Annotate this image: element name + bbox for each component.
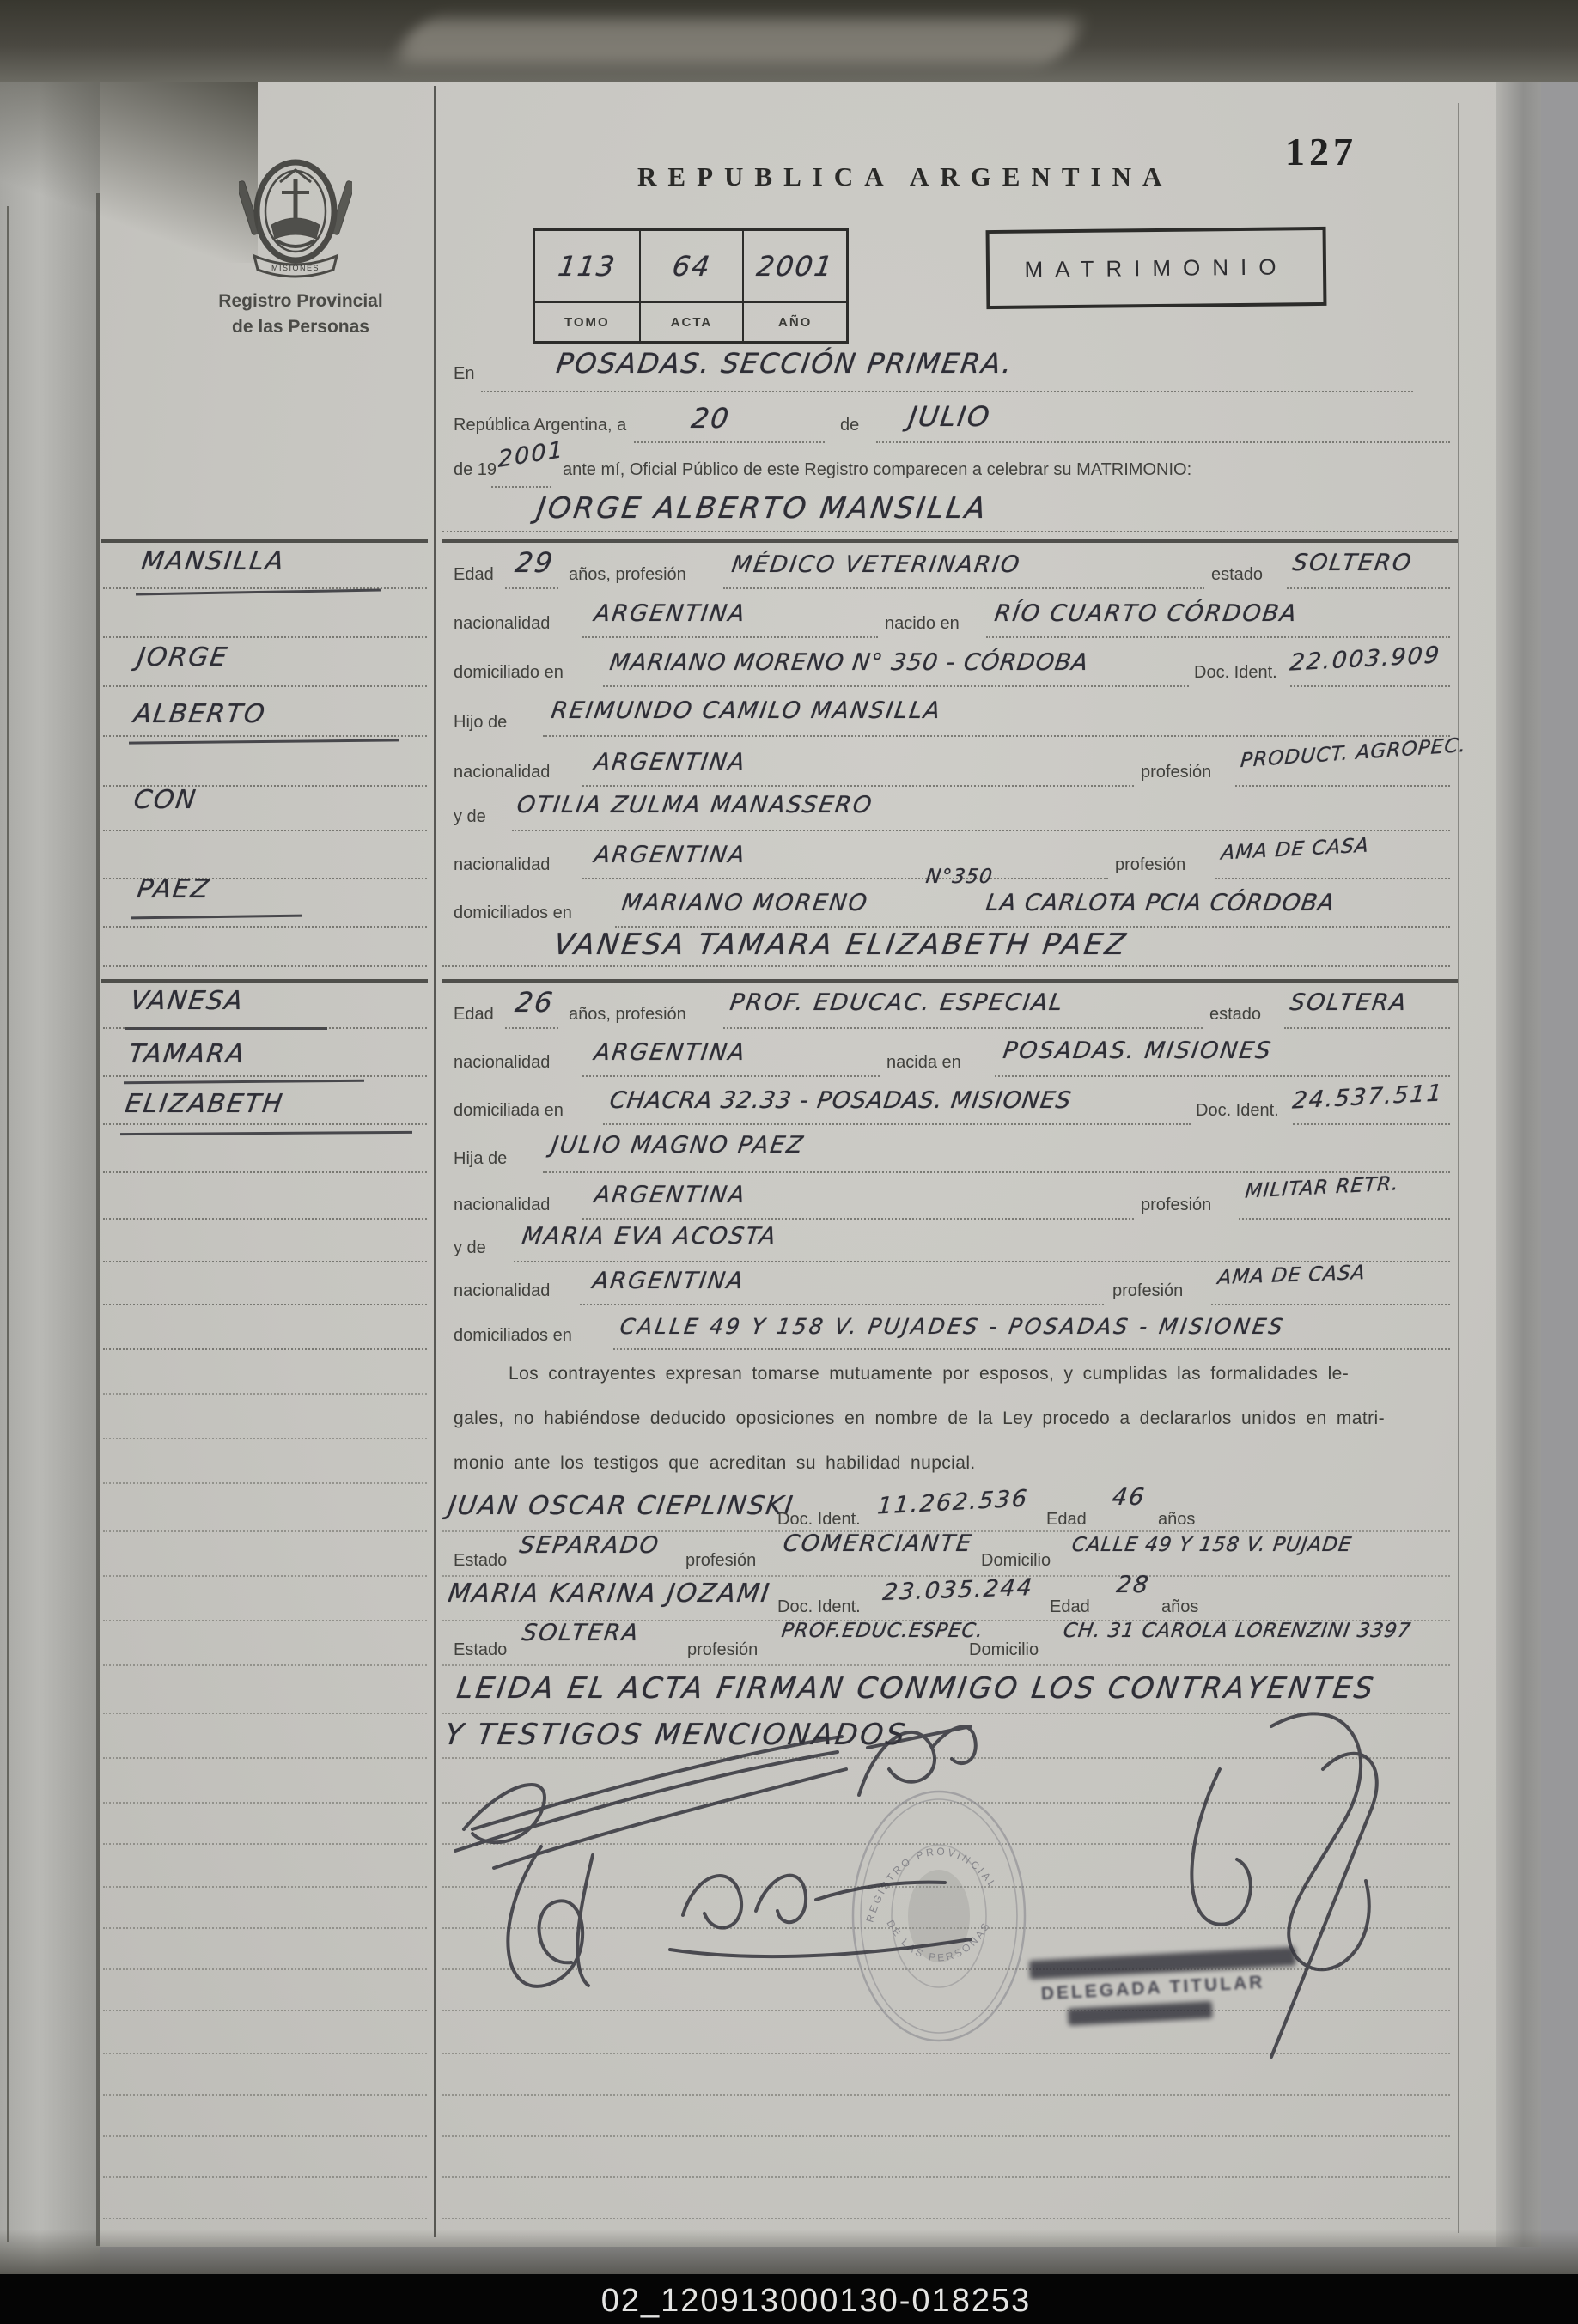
svg-text:MISIONES: MISIONES bbox=[271, 264, 320, 272]
bride-father-profession: MILITAR RETR. bbox=[1244, 1172, 1400, 1203]
seal-ring-text-bottom: DE LAS PERSONAS bbox=[884, 1918, 993, 1964]
scan-id: 02_120913000130-018253 bbox=[600, 2283, 1032, 2319]
profesion-label: profesión bbox=[1141, 1195, 1212, 1214]
section-rule bbox=[442, 539, 1458, 543]
act-type-box bbox=[986, 227, 1327, 309]
margin-name-groom-first: JORGE bbox=[135, 642, 230, 672]
witness2-civil-status: SOLTERA bbox=[520, 1620, 642, 1646]
y-de-label: y de bbox=[454, 1238, 486, 1257]
bride-doc-id: 24.537.511 bbox=[1291, 1080, 1445, 1115]
signatures-overlay bbox=[412, 1666, 1512, 2130]
clause-line2: gales, no habiéndose deducido oposiciones en nombre de la Ley procedo a declararlos unidos en matri- bbox=[454, 1408, 1385, 1428]
edad-label: Edad bbox=[454, 565, 494, 584]
nacionalidad-label: nacionalidad bbox=[454, 1053, 551, 1072]
nacido-en-label: nacido en bbox=[885, 614, 960, 633]
seal-ring-text-top: REGISTRO PROVINCIAL bbox=[863, 1845, 1000, 1924]
profesion-label: profesión bbox=[687, 1640, 759, 1659]
ruled-line bbox=[876, 441, 1450, 443]
bride-father-nationality: ARGENTINA bbox=[592, 1182, 748, 1208]
book-left-page-stack bbox=[0, 82, 100, 2281]
page-crease-line bbox=[96, 193, 100, 2246]
day-value: 20 bbox=[689, 402, 733, 435]
registry-name bbox=[180, 289, 421, 340]
tomo-value-cell: 113 bbox=[556, 250, 618, 283]
margin-name-groom-middle: ALBERTO bbox=[131, 699, 269, 729]
margin-name-bride-first: VANESA bbox=[128, 986, 247, 1016]
edad-label: Edad bbox=[454, 1005, 494, 1024]
nacionalidad-label: nacionalidad bbox=[454, 763, 551, 782]
witness1-address: CALLE 49 Y 158 V. PUJADE bbox=[1070, 1534, 1354, 1556]
witness1-doc-id: 11.262.536 bbox=[876, 1485, 1030, 1520]
provincial-emblem-icon bbox=[239, 156, 352, 285]
margin-name-surname-bride: PAEZ bbox=[135, 874, 213, 904]
doc-ident-label: Doc. Ident. bbox=[777, 1597, 861, 1616]
domicilio-label: Domicilio bbox=[981, 1551, 1051, 1570]
estado-label: estado bbox=[1209, 1005, 1262, 1024]
bride-birthplace: POSADAS. MISIONES bbox=[1001, 1037, 1274, 1064]
acta-label: ACTA bbox=[639, 301, 743, 341]
page-crease-line bbox=[7, 206, 9, 2242]
nacionalidad-label: nacionalidad bbox=[454, 1281, 551, 1300]
bride-mother-nationality: ARGENTINA bbox=[590, 1268, 746, 1294]
field-label-en: En bbox=[454, 364, 475, 383]
witness2-age: 28 bbox=[1114, 1572, 1152, 1598]
registry-name-line1: Registro Provincial bbox=[218, 291, 383, 311]
hijo-de-label: Hijo de bbox=[454, 713, 508, 732]
closing-line1: LEIDA EL ACTA FIRMAN CONMIGO LOS CONTRAYENTES bbox=[454, 1671, 1378, 1706]
ano-value-cell: 2001 bbox=[742, 231, 846, 301]
parents-address-number: N°350 bbox=[924, 866, 995, 888]
month-value: JULIO bbox=[906, 400, 993, 433]
act-number-table bbox=[533, 228, 849, 344]
groom-mother-name: OTILIA ZULMA MANASSERO bbox=[515, 792, 875, 818]
anos-label: años bbox=[1158, 1510, 1196, 1529]
witness2-name: MARIA KARINA JOZAMI bbox=[446, 1579, 773, 1609]
acta-value-cell: 64 bbox=[639, 231, 743, 301]
field-label-de: de bbox=[840, 416, 860, 435]
signature-top-center bbox=[859, 1726, 976, 1795]
tomo-label: TOMO bbox=[535, 301, 639, 341]
witness2-doc-id: 23.035.244 bbox=[880, 1573, 1035, 1607]
nacionalidad-label: nacionalidad bbox=[454, 855, 551, 874]
ruled-line bbox=[481, 391, 1413, 392]
bride-parents-address: CALLE 49 Y 158 V. PUJADES - POSADAS - MISIONES bbox=[618, 1314, 1287, 1339]
groom-mother-profession: AMA DE CASA bbox=[1220, 834, 1370, 865]
signature-center bbox=[670, 1876, 971, 1956]
witness1-profession: COMERCIANTE bbox=[781, 1530, 975, 1557]
groom-age: 29 bbox=[513, 546, 557, 579]
field-label-ante-mi: ante mí, Oficial Público de este Registro comparecen a celebrar su MATRIMONIO: bbox=[563, 460, 1192, 479]
bride-mother-profession: AMA DE CASA bbox=[1216, 1262, 1368, 1289]
signature-top-left bbox=[455, 1737, 846, 1868]
margin-con-label: CON bbox=[131, 785, 199, 815]
bride-civil-status: SOLTERA bbox=[1288, 989, 1410, 1016]
edad-label: Edad bbox=[1046, 1510, 1087, 1529]
bride-address: CHACRA 32.33 - POSADAS. MISIONES bbox=[607, 1087, 1074, 1114]
nacionalidad-label: nacionalidad bbox=[454, 614, 551, 633]
ruled-line bbox=[634, 441, 825, 443]
ruled-line bbox=[491, 486, 551, 488]
page-curl-highlight bbox=[391, 19, 1087, 64]
witness1-age: 46 bbox=[1110, 1484, 1148, 1511]
groom-mother-nationality: ARGENTINA bbox=[592, 842, 748, 868]
groom-father-name: REIMUNDO CAMILO MANSILLA bbox=[549, 697, 944, 724]
clause-line1: Los contrayentes expresan tomarse mutuamente por esposos, y cumplidas las formalidades le- bbox=[509, 1364, 1350, 1384]
groom-doc-id: 22.003.909 bbox=[1289, 642, 1442, 677]
country-title: REPUBLICA ARGENTINA bbox=[637, 161, 1173, 192]
profesion-label: profesión bbox=[1141, 763, 1212, 782]
stamp-title-line: DELEGADA TITULAR bbox=[1040, 1972, 1265, 2005]
y-de-label: y de bbox=[454, 807, 486, 826]
margin-name-surname-groom: MANSILLA bbox=[139, 546, 288, 576]
bride-nationality: ARGENTINA bbox=[592, 1039, 748, 1066]
groom-birthplace: RÍO CUARTO CÓRDOBA bbox=[992, 600, 1300, 627]
field-label-republica: República Argentina, a bbox=[454, 416, 627, 435]
margin-name-bride-middle1: TAMARA bbox=[126, 1039, 248, 1069]
profesion-label: profesión bbox=[1115, 855, 1186, 874]
profesion-label: profesión bbox=[1112, 1281, 1184, 1300]
edad-label: Edad bbox=[1050, 1597, 1090, 1616]
anos-profesion-label: años, profesión bbox=[569, 565, 686, 584]
page-number: 127 bbox=[1285, 130, 1357, 173]
bride-mother-name: MARIA EVA ACOSTA bbox=[520, 1223, 779, 1250]
closing-line2: Y TESTIGOS MENCIONADOS bbox=[442, 1718, 910, 1752]
domicilio-label: Domicilio bbox=[969, 1640, 1039, 1659]
domiciliados-label: domiciliados en bbox=[454, 903, 572, 922]
domiciliada-label: domiciliada en bbox=[454, 1101, 564, 1120]
domiciliados-label: domiciliados en bbox=[454, 1326, 572, 1345]
witness1-name: JUAN OSCAR CIEPLINSKI bbox=[446, 1491, 796, 1521]
doc-ident-label: Doc. Ident. bbox=[1194, 663, 1277, 682]
witness1-civil-status: SEPARADO bbox=[517, 1532, 662, 1559]
domiciliado-label: domiciliado en bbox=[454, 663, 564, 682]
bride-father-name: JULIO MAGNO PAEZ bbox=[549, 1132, 807, 1159]
anos-profesion-label: años, profesión bbox=[569, 1005, 686, 1024]
place-value: POSADAS. SECCIÓN PRIMERA. bbox=[554, 347, 1016, 380]
parents-address-part1: MARIANO MORENO bbox=[619, 890, 870, 916]
doc-ident-label: Doc. Ident. bbox=[777, 1510, 861, 1529]
groom-father-nationality: ARGENTINA bbox=[592, 749, 748, 776]
parents-address-part2: LA CARLOTA PCIA CÓRDOBA bbox=[984, 890, 1337, 916]
groom-name-line: JORGE ALBERTO MANSILLA bbox=[534, 491, 990, 526]
estado-label: Estado bbox=[454, 1640, 508, 1659]
page-bottom-shadow bbox=[0, 2230, 1578, 2278]
nacionalidad-label: nacionalidad bbox=[454, 1195, 551, 1214]
binding-shadow bbox=[0, 82, 258, 263]
bride-name-line: VANESA TAMARA ELIZABETH PAEZ bbox=[551, 928, 1130, 962]
bride-age: 26 bbox=[513, 986, 557, 1019]
signature-right bbox=[1191, 1713, 1376, 2057]
doc-ident-label: Doc. Ident. bbox=[1196, 1101, 1279, 1120]
year-value: 2001 bbox=[497, 436, 565, 473]
anos-label: años bbox=[1161, 1597, 1199, 1616]
estado-label: estado bbox=[1211, 565, 1264, 584]
groom-civil-status: SOLTERO bbox=[1290, 550, 1415, 576]
ruled-line bbox=[442, 531, 1452, 532]
margin-name-bride-middle2: ELIZABETH bbox=[123, 1089, 286, 1119]
witness2-profession: PROF.EDUC.ESPEC. bbox=[780, 1620, 985, 1642]
field-label-de19: de 19 bbox=[454, 460, 497, 479]
estado-label: Estado bbox=[454, 1551, 508, 1570]
profesion-label: profesión bbox=[685, 1551, 757, 1570]
nacida-en-label: nacida en bbox=[886, 1053, 961, 1072]
bride-profession: PROF. EDUCAC. ESPECIAL bbox=[728, 989, 1066, 1016]
ano-label: AÑO bbox=[742, 301, 846, 341]
groom-profession: MÉDICO VETERINARIO bbox=[729, 551, 1023, 578]
registry-name-line2: de las Personas bbox=[232, 317, 369, 337]
groom-nationality: ARGENTINA bbox=[592, 600, 748, 627]
witness2-address: CH. 31 CAROLA LORENZINI 3397 bbox=[1062, 1620, 1413, 1642]
signature-left bbox=[508, 1846, 593, 1986]
groom-father-profession: PRODUCT. AGROPEC. bbox=[1240, 733, 1467, 773]
hija-de-label: Hija de bbox=[454, 1149, 508, 1168]
clause-line3: monio ante los testigos que acreditan su habilidad nupcial. bbox=[454, 1453, 976, 1473]
groom-address: MARIANO MORENO N° 350 - CÓRDOBA bbox=[607, 649, 1091, 676]
act-type-label: MATRIMONIO bbox=[1024, 252, 1289, 283]
section-rule bbox=[101, 539, 428, 543]
